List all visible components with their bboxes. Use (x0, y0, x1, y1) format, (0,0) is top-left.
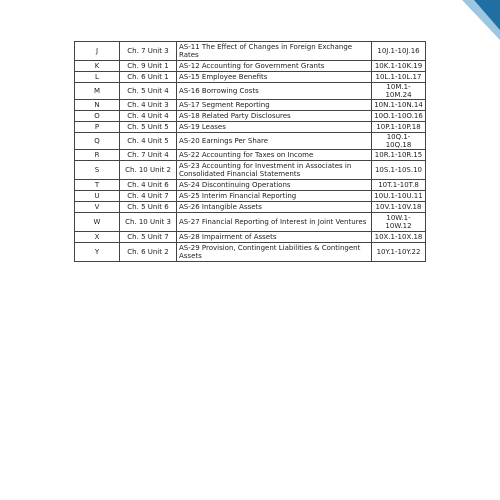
row-paragraph-range: 10W.1-10W.12 (372, 213, 426, 232)
row-standard: AS-24 Discontinuing Operations (177, 180, 372, 191)
row-paragraph-range: 10R.1-10R.15 (372, 150, 426, 161)
row-standard: AS-19 Leases (177, 122, 372, 133)
row-chapter: Ch. 5 Unit 4 (120, 83, 177, 100)
row-chapter: Ch. 7 Unit 4 (120, 150, 177, 161)
table-row (75, 150, 426, 161)
row-standard: AS-22 Accounting for Taxes on Income (177, 150, 372, 161)
row-chapter: Ch. 9 Unit 1 (120, 61, 177, 72)
row-chapter: Ch. 10 Unit 3 (120, 213, 177, 232)
row-standard: AS-25 Interim Financial Reporting (177, 191, 372, 202)
row-letter: Q (75, 133, 120, 150)
row-paragraph-range: 10Q.1-10Q.18 (372, 133, 426, 150)
row-letter: T (75, 180, 120, 191)
row-paragraph-range: 10X.1-10X.18 (372, 232, 426, 243)
corner-decoration (428, 0, 500, 40)
row-letter: L (75, 72, 120, 83)
row-chapter: Ch. 5 Unit 5 (120, 122, 177, 133)
row-chapter: Ch. 6 Unit 1 (120, 72, 177, 83)
row-standard: AS-26 Intangible Assets (177, 202, 372, 213)
table-row (75, 111, 426, 122)
row-letter: V (75, 202, 120, 213)
row-paragraph-range: 10Y.1-10Y.22 (372, 243, 426, 262)
row-paragraph-range: 10T.1-10T.8 (372, 180, 426, 191)
table-row (75, 161, 426, 180)
row-chapter: Ch. 5 Unit 7 (120, 232, 177, 243)
table-row (75, 122, 426, 133)
row-letter: R (75, 150, 120, 161)
row-paragraph-range: 10V.1-10V.18 (372, 202, 426, 213)
row-letter: O (75, 111, 120, 122)
row-chapter: Ch. 7 Unit 3 (120, 42, 177, 61)
table-row (75, 202, 426, 213)
table-row (75, 243, 426, 262)
row-standard: AS-29 Provision, Contingent Liabilities & Contingent Assets (177, 243, 372, 262)
row-standard: AS-15 Employee Benefits (177, 72, 372, 83)
row-letter: K (75, 61, 120, 72)
table-row (75, 232, 426, 243)
row-letter: P (75, 122, 120, 133)
row-standard: AS-28 Impairment of Assets (177, 232, 372, 243)
row-standard: AS-17 Segment Reporting (177, 100, 372, 111)
row-standard: AS-20 Earnings Per Share (177, 133, 372, 150)
row-standard: AS-12 Accounting for Government Grants (177, 61, 372, 72)
table-row (75, 83, 426, 100)
standards-index-table (74, 41, 426, 262)
row-standard: AS-11 The Effect of Changes in Foreign Exchange Rates (177, 42, 372, 61)
row-chapter: Ch. 6 Unit 2 (120, 243, 177, 262)
row-chapter: Ch. 10 Unit 2 (120, 161, 177, 180)
row-letter: N (75, 100, 120, 111)
row-paragraph-range: 10O.1-10O.16 (372, 111, 426, 122)
table-row (75, 72, 426, 83)
row-chapter: Ch. 4 Unit 4 (120, 111, 177, 122)
row-letter: Y (75, 243, 120, 262)
row-letter: M (75, 83, 120, 100)
table-row (75, 61, 426, 72)
row-paragraph-range: 10S.1-10S.10 (372, 161, 426, 180)
row-letter: J (75, 42, 120, 61)
row-paragraph-range: 10K.1-10K.19 (372, 61, 426, 72)
row-chapter: Ch. 4 Unit 7 (120, 191, 177, 202)
row-letter: W (75, 213, 120, 232)
row-paragraph-range: 10L.1-10L.17 (372, 72, 426, 83)
row-paragraph-range: 10N.1-10N.14 (372, 100, 426, 111)
row-chapter: Ch. 4 Unit 5 (120, 133, 177, 150)
row-letter: S (75, 161, 120, 180)
row-standard: AS-23 Accounting for Investment in Associates in Consolidated Financial Statements (177, 161, 372, 180)
table-row (75, 180, 426, 191)
row-paragraph-range: 10U.1-10U.11 (372, 191, 426, 202)
row-letter: U (75, 191, 120, 202)
table-row (75, 100, 426, 111)
row-letter: X (75, 232, 120, 243)
table-row (75, 213, 426, 232)
row-standard: AS-27 Financial Reporting of Interest in Joint Ventures (177, 213, 372, 232)
row-chapter: Ch. 4 Unit 3 (120, 100, 177, 111)
row-chapter: Ch. 4 Unit 6 (120, 180, 177, 191)
table-row (75, 42, 426, 61)
row-chapter: Ch. 5 Unit 6 (120, 202, 177, 213)
table-row (75, 191, 426, 202)
row-paragraph-range: 10M.1-10M.24 (372, 83, 426, 100)
row-standard: AS-18 Related Party Disclosures (177, 111, 372, 122)
row-paragraph-range: 10P.1-10P.18 (372, 122, 426, 133)
row-standard: AS-16 Borrowing Costs (177, 83, 372, 100)
row-paragraph-range: 10J.1-10J.16 (372, 42, 426, 61)
table-row (75, 133, 426, 150)
table-body (75, 42, 426, 262)
